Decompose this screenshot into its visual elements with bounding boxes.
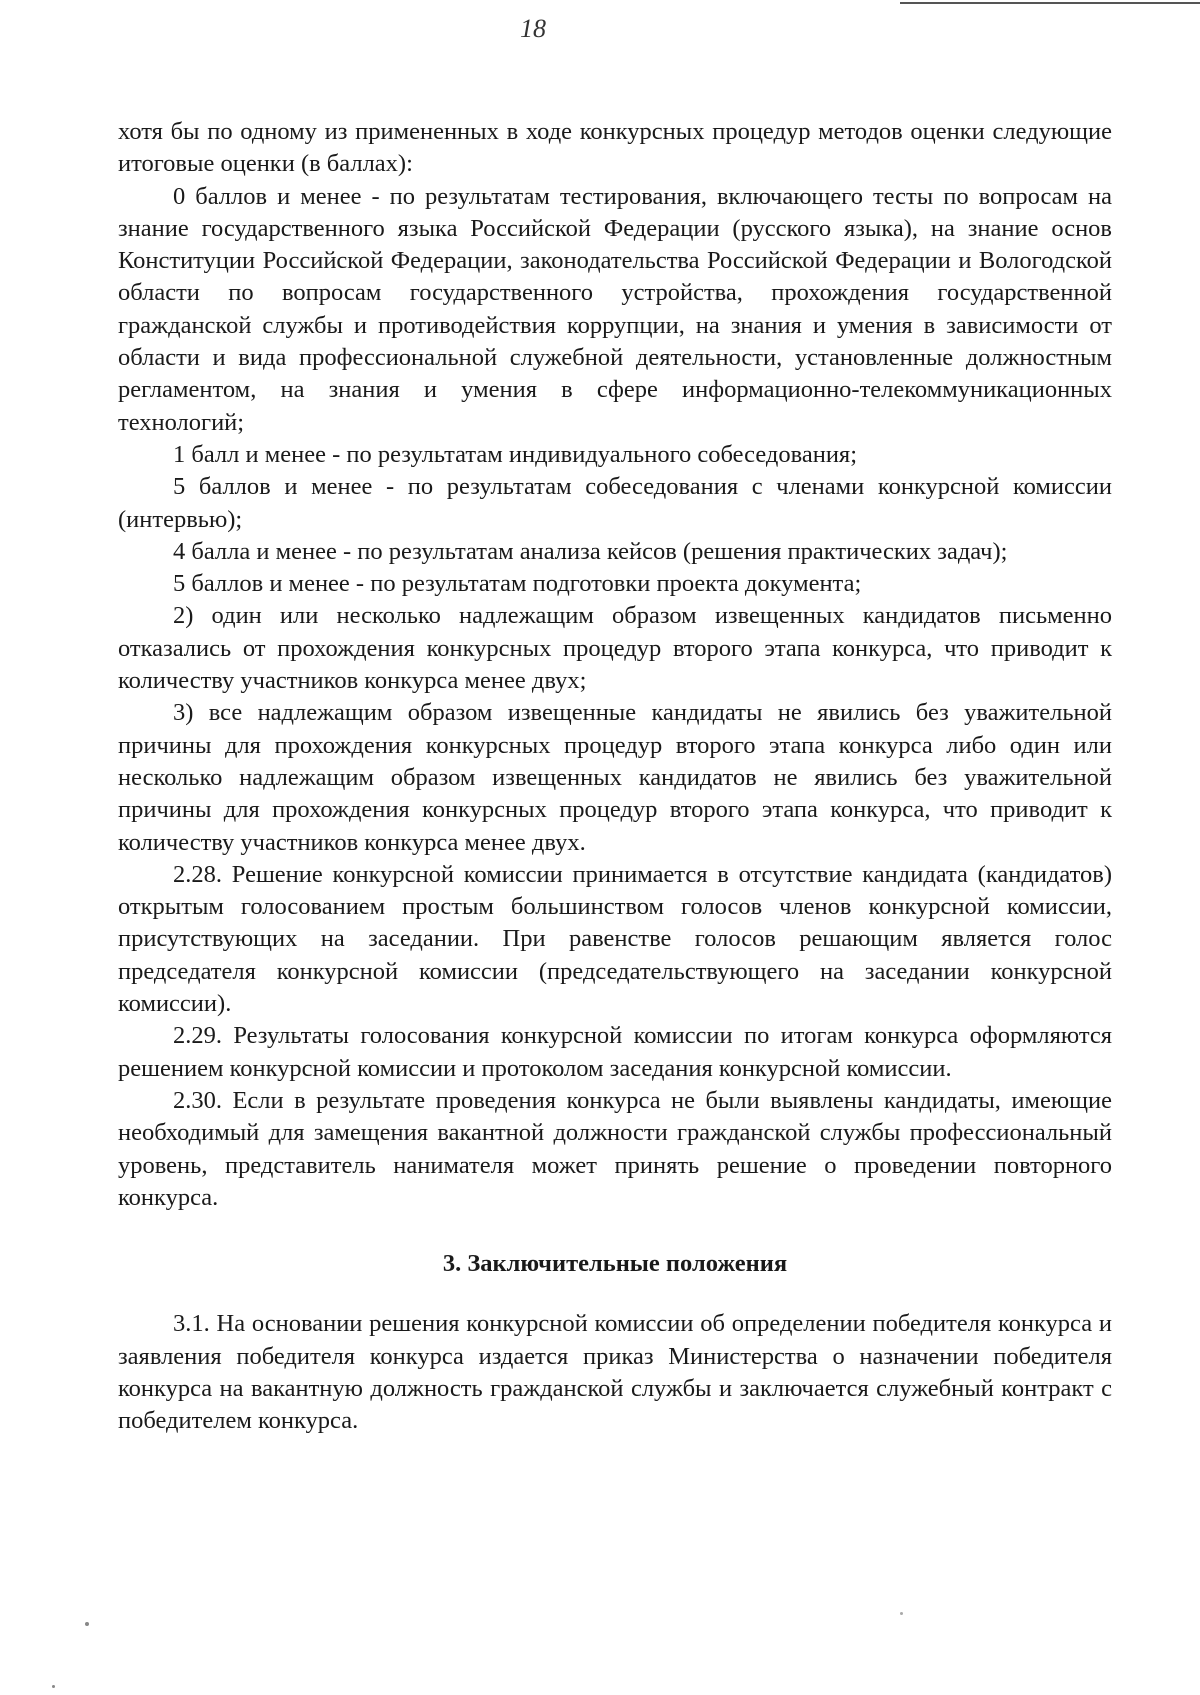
paragraph-score-individual-interview: 1 балл и менее - по результатам индивидуального собеседования; <box>173 440 858 468</box>
section-heading: 3. Заключительные положения <box>442 1250 788 1278</box>
page-number: 18 <box>520 14 546 43</box>
paragraph-2-30: 2.30. Если в результате проведения конкурса не были выявлены кандидаты, имеющие необходимый для замещения вакантной должности гражданской службы профессиональный уровень, представитель нанимателя может принять решение о проведении повторного конкурса. <box>118 1086 1112 1211</box>
scan-speck <box>52 1685 55 1688</box>
scan-speck <box>900 1612 903 1615</box>
paragraph-score-commission-interview: 5 баллов и менее - по результатам собеседования с членами конкурсной комиссии (интервью); <box>118 473 1112 533</box>
paragraph-3-1: 3.1. На основании решения конкурсной комиссии об определении победителя конкурса и заявления победителя конкурса издается приказ Министерства о назначении победителя конкурса на вакантную должность гражданской службы и заключается служебный контракт с победителем конкурса. <box>118 1310 1112 1435</box>
paragraph-item-3: 3) все надлежащим образом извещенные кандидаты не явились без уважительной причины для прохождения конкурсных процедур второго этапа конкурса либо один или несколько надлежащим образом извещенных кандидатов не явились без уважительной причины для прохождения конкурсных процедур второго этапа конкурса, что приводит к количеству участников конкурса менее двух. <box>118 699 1112 856</box>
top-edge-line <box>900 2 1200 4</box>
paragraph-continuation: хотя бы по одному из примененных в ходе конкурсных процедур методов оценки следующие итоговые оценки (в баллах): <box>118 118 1112 178</box>
paragraph-2-29: 2.29. Результаты голосования конкурсной комиссии по итогам конкурса оформляются решением конкурсной комиссии и протоколом заседания конкурсной комиссии. <box>118 1022 1112 1082</box>
paragraph-item-2: 2) один или несколько надлежащим образом извещенных кандидатов письменно отказались от прохождения конкурсных процедур второго этапа конкурса, что приводит к количеству участников конкурса менее двух; <box>118 602 1112 695</box>
paragraph-score-document-draft: 5 баллов и менее - по результатам подготовки проекта документа; <box>173 570 862 598</box>
paragraph-score-case-analysis: 4 балла и менее - по результатам анализа кейсов (решения практических задач); <box>173 537 1008 565</box>
document-body <box>118 116 1112 1438</box>
paragraph-score-testing: 0 баллов и менее - по результатам тестирования, включающего тесты по вопросам на знание государственного языка Российской Федерации (русского языка), на знание основ Конституции Российской Федерации, законодательства Российской Федерации и Вологодской области по вопросам государственного устройства, прохождения государственной гражданской службы и противодействия коррупции, на знания и умения в зависимости от области и вида профессиональной служебной деятельности, установленные должностным регламентом, на знания и умения в сфере информационно-телекоммуникационных технологий; <box>118 182 1112 436</box>
scan-speck <box>85 1622 89 1626</box>
paragraph-2-28: 2.28. Решение конкурсной комиссии принимается в отсутствие кандидата (кандидатов) открытым голосованием простым большинством голосов членов конкурсной комиссии, присутствующих на заседании. При равенстве голосов решающим является голос председателя конкурсной комиссии (председательствующего на заседании конкурсной комиссии). <box>118 860 1112 1018</box>
